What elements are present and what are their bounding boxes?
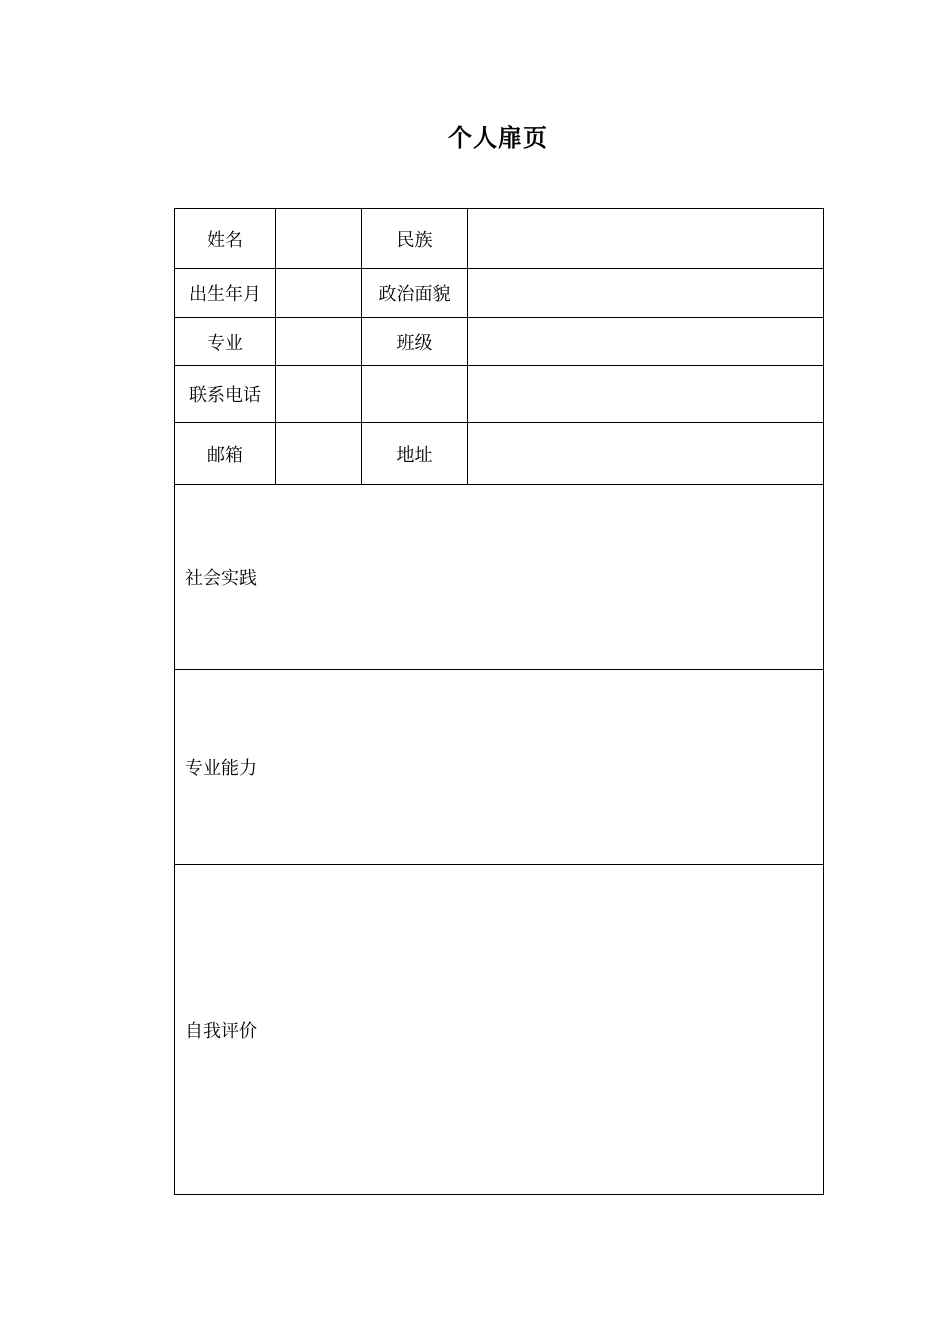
self-evaluation-cell[interactable] xyxy=(175,865,824,1195)
social-practice-label: 社会实践 xyxy=(185,568,257,589)
personal-info-table xyxy=(174,208,824,1195)
address-value-cell[interactable] xyxy=(468,423,824,485)
professional-ability-label: 专业能力 xyxy=(185,758,257,779)
page-title: 个人扉页 xyxy=(448,123,548,152)
row-birth-political xyxy=(175,269,824,318)
political-status-value-cell[interactable] xyxy=(468,269,824,318)
name-label: 姓名 xyxy=(175,209,276,269)
email-value-cell[interactable] xyxy=(276,423,362,485)
self-evaluation-label: 自我评价 xyxy=(185,1020,257,1042)
email-label: 邮箱 xyxy=(175,423,276,485)
class-label: 班级 xyxy=(362,318,468,366)
row-email-address xyxy=(175,423,824,485)
political-status-label: 政治面貌 xyxy=(362,269,468,318)
ethnicity-value-cell[interactable] xyxy=(468,209,824,269)
row-professional-ability xyxy=(175,670,824,865)
major-label: 专业 xyxy=(175,318,276,366)
row-phone xyxy=(175,366,824,423)
row-major-class xyxy=(175,318,824,366)
birth-date-value-cell[interactable] xyxy=(276,269,362,318)
row-self-evaluation xyxy=(175,865,824,1195)
name-value-cell[interactable] xyxy=(276,209,362,269)
row-social-practice xyxy=(175,485,824,670)
phone-extra-value-cell[interactable] xyxy=(468,366,824,423)
phone-extra-cell[interactable] xyxy=(362,366,468,423)
social-practice-cell[interactable] xyxy=(175,485,824,670)
birth-date-label: 出生年月 xyxy=(175,269,276,318)
address-label: 地址 xyxy=(362,423,468,485)
phone-label: 联系电话 xyxy=(175,366,276,423)
ethnicity-label: 民族 xyxy=(362,209,468,269)
professional-ability-cell[interactable] xyxy=(175,670,824,865)
class-value-cell[interactable] xyxy=(468,318,824,366)
phone-value-cell[interactable] xyxy=(276,366,362,423)
major-value-cell[interactable] xyxy=(276,318,362,366)
row-name-ethnicity xyxy=(175,209,824,269)
